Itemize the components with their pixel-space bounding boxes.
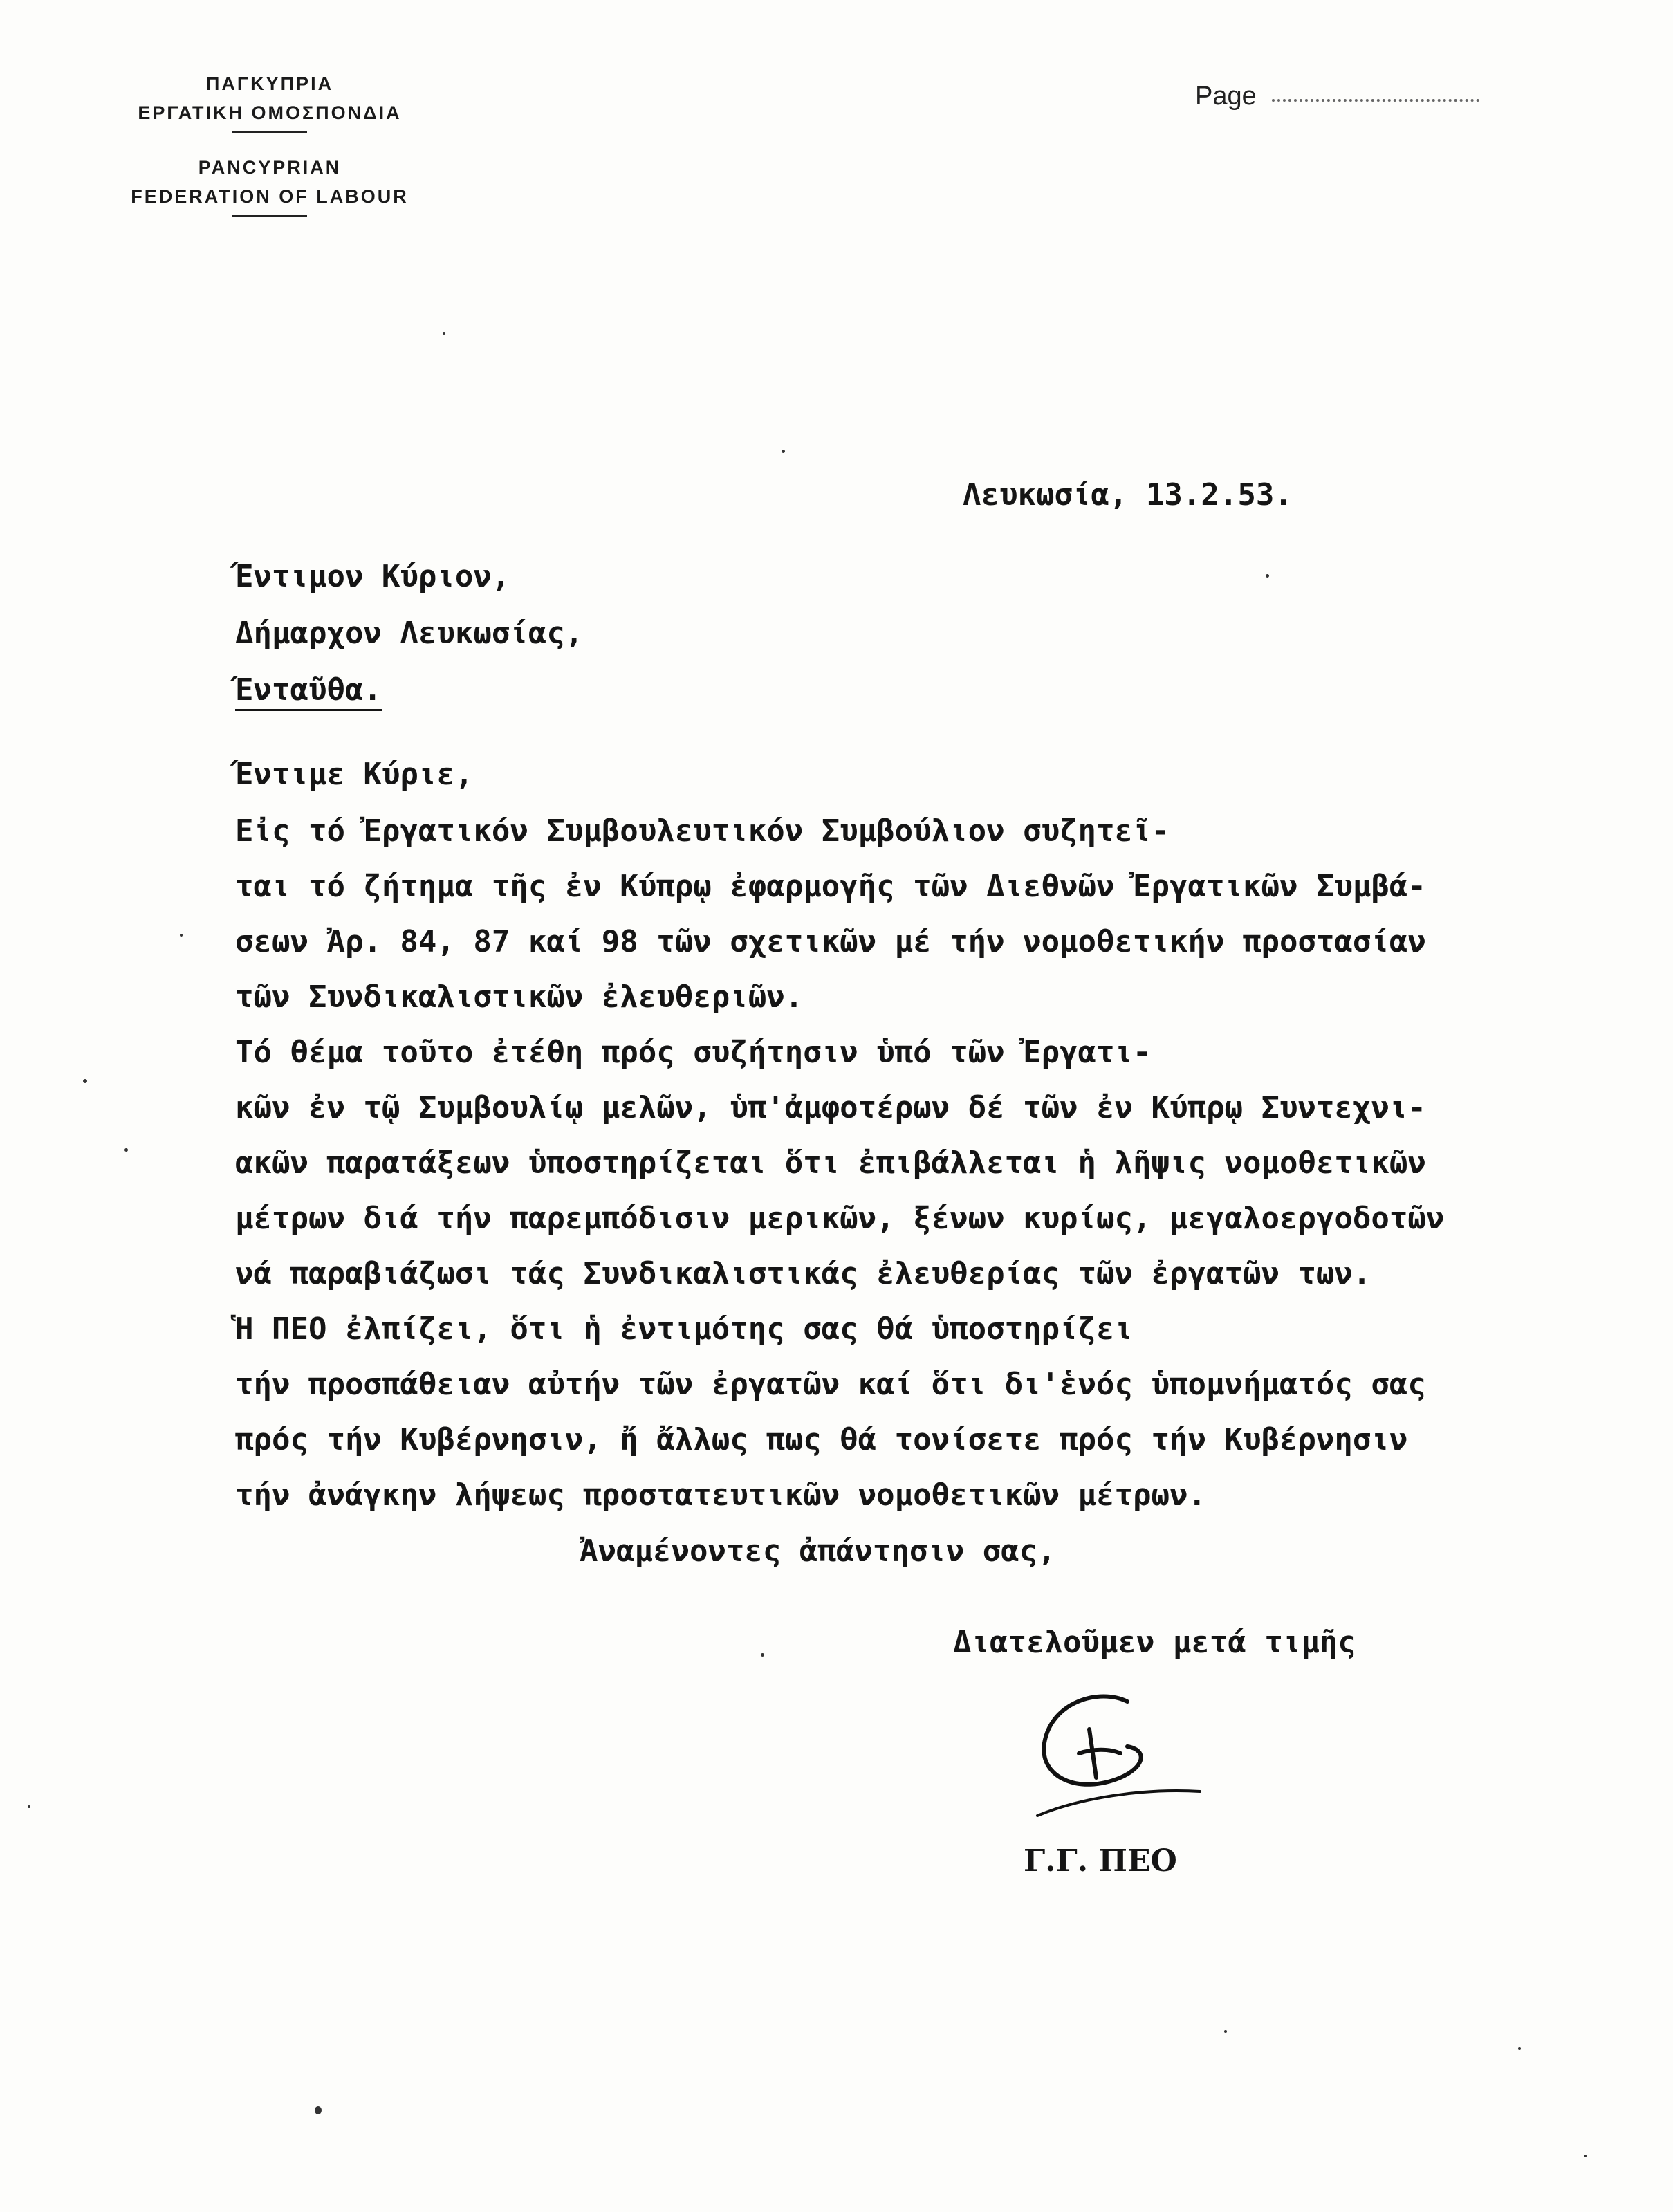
body-line: ται τό ζήτημα τῆς ἐν Κύπρῳ ἐφαρμογῆς τῶν Διεθνῶν Ἐργατικῶν Συμβά- <box>235 869 1426 904</box>
body-line: σεων Ἀρ. 84, 87 καί 98 τῶν σχετικῶν μέ τήν νομοθετικήν προστασίαν <box>235 924 1426 959</box>
body-line: νά παραβιάζωσι τάς Συνδικαλιστικάς ἐλευθερίας τῶν ἐργατῶν των. <box>235 1256 1371 1291</box>
scan-speck <box>83 1079 87 1083</box>
letterhead-english-line1: PANCYPRIAN <box>198 157 342 178</box>
body-line: τήν ἀνάγκην λήψεως προστατευτικῶν νομοθετικῶν μέτρων. <box>235 1477 1206 1513</box>
letterhead-divider-bottom <box>232 215 307 217</box>
letterhead <box>76 69 463 217</box>
scan-speck <box>1518 2047 1521 2050</box>
scan-speck <box>1584 2155 1587 2157</box>
letterhead-greek-line1: ΠΑΓΚΥΠΡΙΑ <box>205 73 334 94</box>
scan-speck <box>124 1148 128 1152</box>
signature-title: Γ.Γ. ΠΕΟ <box>1024 1843 1177 1879</box>
closing-line1: Ἀναμένοντες ἀπάντησιν σας, <box>580 1533 1056 1569</box>
scan-speck <box>180 934 183 937</box>
scan-speck <box>1224 2030 1227 2033</box>
page-label: Page <box>1195 82 1257 111</box>
salutation: Έντιμε Κύριε, <box>235 757 474 792</box>
recipient-line3 <box>235 672 382 708</box>
body-line: ακῶν παρατάξεων ὑποστηρίζεται ὅτι ἐπιβάλλεται ἡ λῆψις νομοθετικῶν <box>235 1145 1426 1181</box>
body-line: μέτρων διά τήν παρεμπόδισιν μερικῶν, ξένων κυρίως, μεγαλοεργοδοτῶν <box>235 1201 1445 1236</box>
body-line: τήν προσπάθειαν αὐτήν τῶν ἐργατῶν καί ὅτι δι'ἑνός ὑπομνήματός σας <box>235 1367 1426 1402</box>
scan-speck <box>1266 574 1269 578</box>
scan-speck <box>443 332 445 335</box>
scan-speck <box>315 2106 322 2114</box>
body-line: πρός τήν Κυβέρνησιν, ἤ ἄλλως πως θά τονίσετε πρός τήν Κυβέρνησιν <box>235 1422 1408 1457</box>
body-line: κῶν ἐν τῷ Συμβουλίῳ μελῶν, ὑπ'ἀμφοτέρων δέ τῶν ἐν Κύπρῳ Συντεχνι- <box>235 1090 1426 1125</box>
body-line: τῶν Συνδικαλιστικῶν ἐλευθεριῶν. <box>235 979 804 1015</box>
scan-speck <box>782 450 785 453</box>
body-line: Τό θέμα τοῦτο ἐτέθη πρός συζήτησιν ὑπό τῶν Ἐργατι- <box>235 1035 1152 1070</box>
scan-speck <box>761 1653 764 1657</box>
letterhead-english-line2: FEDERATION OF LABOUR <box>131 186 409 207</box>
recipient-line2: Δήμαρχον Λευκωσίας, <box>235 616 584 651</box>
scan-speck <box>28 1805 30 1808</box>
closing-line2: Διατελοῦμεν μετά τιμῆς <box>953 1625 1356 1660</box>
letterhead-greek-line2: ΕΡΓΑΤΙΚΗ ΟΜΟΣΠΟΝΔΙΑ <box>138 102 402 123</box>
date-line: Λευκωσία, 13.2.53. <box>963 477 1293 513</box>
handwritten-signature <box>1024 1674 1203 1826</box>
recipient-line1: Έντιμον Κύριον, <box>235 559 510 594</box>
body-line: Εἰς τό Ἐργατικόν Συμβουλευτικόν Συμβούλιον συζητεῖ- <box>235 813 1170 849</box>
body-line: Ἡ ΠΕΟ ἐλπίζει, ὅτι ἡ ἐντιμότης σας θά ὑποστηρίζει <box>235 1311 1134 1347</box>
page-dotted-line <box>1272 99 1479 102</box>
page-number-field <box>1195 82 1479 111</box>
recipient-line3-text: Ένταῦθα. <box>235 672 382 711</box>
letterhead-divider <box>232 131 307 133</box>
